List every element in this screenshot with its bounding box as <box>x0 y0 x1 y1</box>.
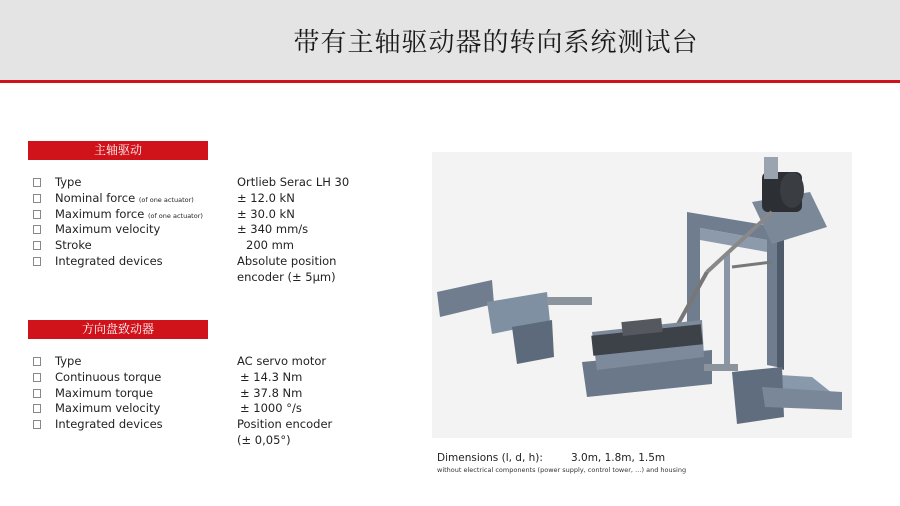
section-heading-steering-actuator: 方向盘致动器 <box>28 320 208 339</box>
spec-value: ± 1000 °/s <box>240 401 302 416</box>
bullet-box-icon <box>33 225 41 234</box>
dimensions-value: 3.0m, 1.8m, 1.5m <box>571 452 666 464</box>
top-pulley <box>780 172 804 208</box>
spindle-spec-list <box>33 175 413 286</box>
spec-value: ± 340 mm/s <box>237 222 309 237</box>
bullet-box-icon <box>33 210 41 219</box>
spec-value: ± 14.3 Nm <box>240 369 303 384</box>
spec-label: Nominal force (of one actuator) <box>55 190 194 205</box>
section-heading-spindle-drive: 主轴驱动 <box>28 141 208 160</box>
spec-value: encoder (± 5µm) <box>237 269 336 284</box>
frame-post <box>724 254 730 366</box>
spec-value: Ortlieb Serac LH 30 <box>237 175 350 189</box>
spec-row <box>33 175 413 191</box>
spec-label: Stroke <box>55 238 92 253</box>
left-actuator-rod <box>547 297 592 305</box>
test-rig-illustration <box>432 152 852 438</box>
spec-label: Type <box>55 354 82 368</box>
spec-row-continued <box>33 270 413 286</box>
spec-row <box>33 222 413 238</box>
spec-value: Position encoder <box>237 417 333 432</box>
spec-value: ± 30.0 kN <box>237 206 295 221</box>
bullet-box-icon <box>33 194 41 203</box>
spec-value: (± 0,05°) <box>237 432 291 447</box>
spec-value: Absolute position <box>237 253 337 268</box>
spec-row <box>33 191 413 207</box>
spec-value: 200 mm <box>246 238 295 253</box>
bullet-box-icon <box>33 178 41 187</box>
right-actuator-rod <box>704 364 738 371</box>
spec-label: Maximum torque <box>55 385 154 400</box>
spec-note: (of one actuator) <box>138 195 194 204</box>
header-accent-line <box>0 80 900 83</box>
spec-label: Integrated devices <box>55 417 163 432</box>
spec-value: AC servo motor <box>237 354 327 368</box>
spec-row <box>33 370 413 386</box>
spec-row <box>33 417 413 433</box>
spec-row <box>33 254 413 270</box>
dimensions-label: Dimensions (l, d, h): <box>437 452 543 464</box>
frame-side <box>777 227 784 370</box>
bullet-box-icon <box>33 389 41 398</box>
bullet-box-icon <box>33 404 41 413</box>
spec-row <box>33 207 413 223</box>
spec-label: Maximum velocity <box>55 401 161 416</box>
spec-label: Integrated devices <box>55 253 163 268</box>
spec-value: ± 37.8 Nm <box>240 385 303 400</box>
spec-row <box>33 354 413 370</box>
steering-spec-list <box>33 354 413 449</box>
spec-value: ± 12.0 kN <box>237 190 295 205</box>
spec-label: Type <box>55 175 82 189</box>
bullet-box-icon <box>33 257 41 266</box>
spec-note: (of one actuator) <box>147 211 203 220</box>
spec-label: Continuous torque <box>55 369 162 384</box>
spec-row <box>33 238 413 254</box>
bullet-box-icon <box>33 241 41 250</box>
spec-label: Maximum force (of one actuator) <box>55 206 203 221</box>
bullet-box-icon <box>33 357 41 366</box>
bullet-box-icon <box>33 420 41 429</box>
spec-row-continued <box>33 433 413 449</box>
bullet-box-icon <box>33 373 41 382</box>
spec-row <box>33 386 413 402</box>
page-title: 带有主轴驱动器的转向系统测试台 <box>293 28 699 58</box>
spec-label: Maximum velocity <box>55 222 161 237</box>
dimensions-note: without electrical components (power supply, control tower, …) and housing <box>437 466 687 474</box>
top-motor-cap <box>764 157 778 179</box>
spec-row <box>33 401 413 417</box>
left-base-block <box>512 320 554 364</box>
